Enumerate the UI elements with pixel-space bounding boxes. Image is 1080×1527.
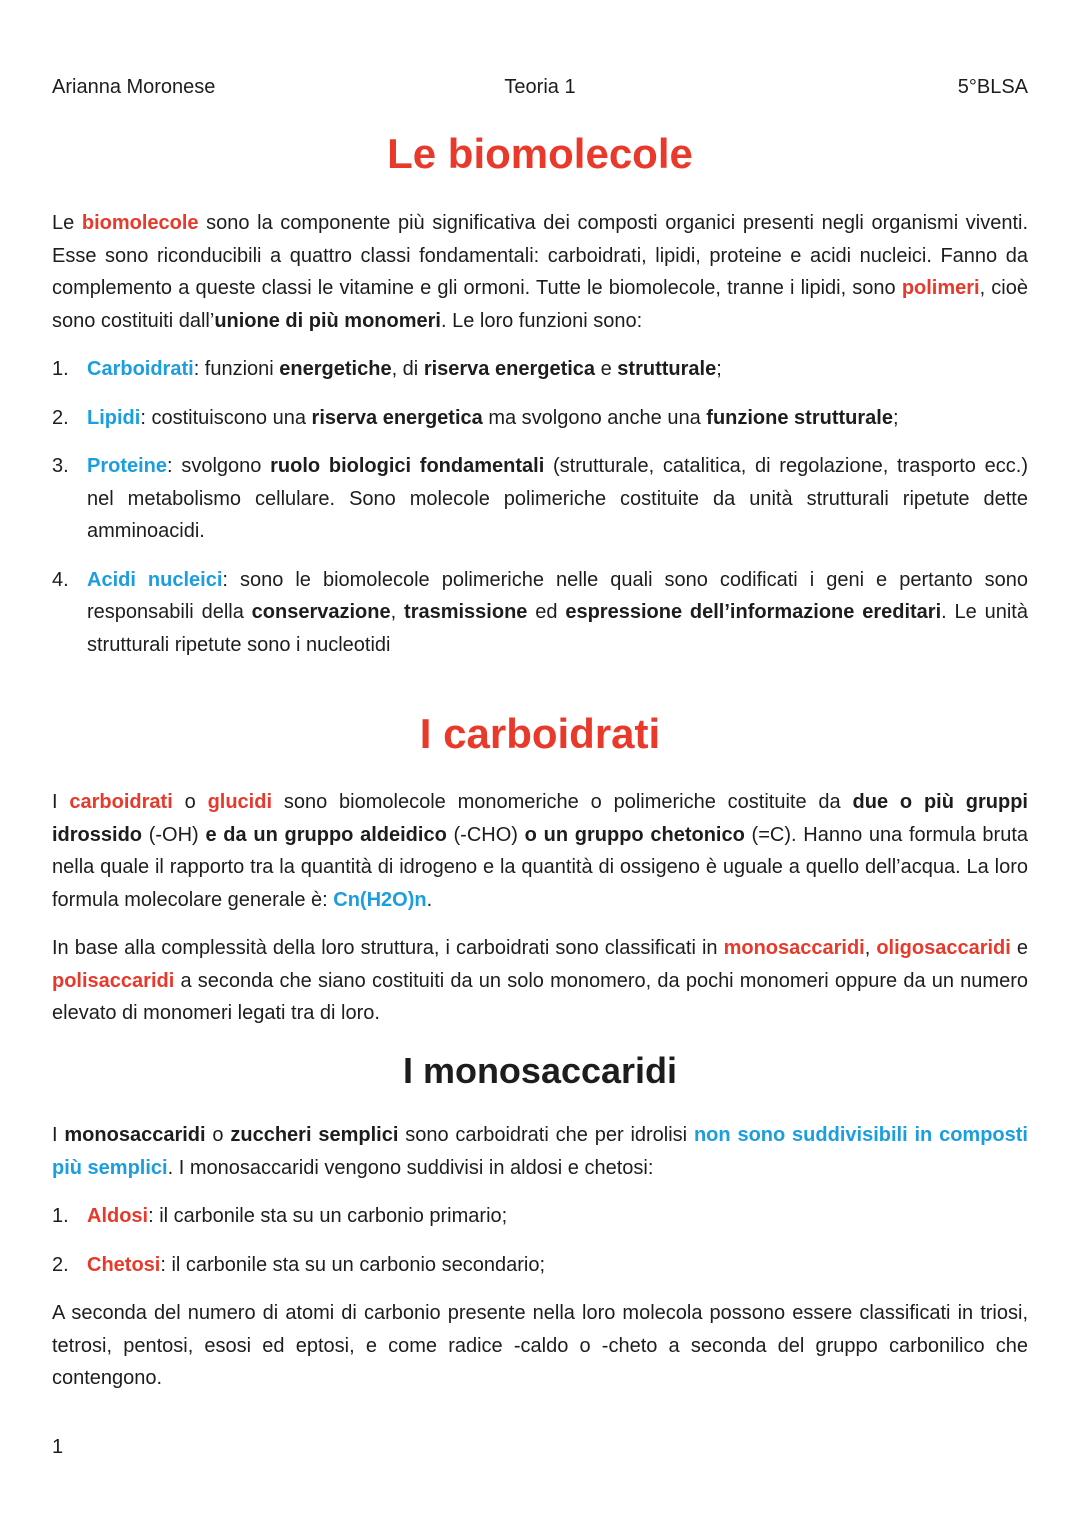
biomolecole-list [52, 353, 1028, 661]
list-item: 3. Proteine: svolgono ruolo biologici fondamentali (strutturale, catalitica, di regolazione, trasporto ecc.) nel metabolismo cellulare. Sono molecole polimeriche costituite da unità strutturali ripetute dette amminoacidi. [52, 455, 1028, 542]
list-item: 2. Lipidi: costituiscono una riserva energetica ma svolgono anche una funzione strutturale; [52, 406, 899, 429]
section-title-monosaccaridi: I monosaccaridi [402, 1050, 678, 1091]
monosaccaridi-paragraph-2: A seconda del numero di atomi di carbonio presente nella loro molecola possono essere classificati in triosi, tetrosi, pentosi, esosi ed eptosi, e come radice -caldo o -cheto a seconda del gruppo carbonilico che contengono. [52, 1302, 1028, 1389]
formula-molecolare: Cn(H2O)n [333, 888, 427, 911]
term-unione-monomeri: unione di più monomeri [214, 309, 441, 332]
section-title-carboidrati: I carboidrati [419, 710, 661, 757]
list-item: 1. Aldosi: il carbonile sta su un carbonio primario; [52, 1205, 508, 1227]
monosaccaridi-section [52, 1119, 1028, 1395]
list-item: 1. Carboidrati: funzioni energetiche, di riserva energetica e strutturale; [52, 358, 722, 380]
carboidrati-section [52, 786, 1028, 1030]
header-class: 5°BLSA [957, 76, 1028, 98]
carboidrati-paragraph-2: In base alla complessità della loro struttura, i carboidrati sono classificati in monosaccaridi, oligosaccaridi e polisaccaridi a seconda che siano costituiti da un solo monomero, da pochi monomeri oppure da un numero elevato di monomeri legati tra di loro. [52, 937, 1028, 1024]
monosaccaridi-paragraph-1: I monosaccaridi o zuccheri semplici sono carboidrati che per idrolisi non sono suddivisibili in composti più semplici. I monosaccaridi vengono suddivisi in aldosi e chetosi: [52, 1124, 1028, 1179]
section-title-biomolecole: Le biomolecole [387, 130, 693, 177]
biomolecole-intro-paragraph: Le biomolecole sono la componente più significativa dei composti organici presenti negli organismi viventi. Esse sono riconducibili a quattro classi fondamentali: carboidrati, lipidi, proteine e acidi nucleici. Fanno da complemento a queste classi le vitamine e gli ormoni. Tutte le biomolecole, tranne i lipidi, sono polimeri, cioè sono costituiti dall’unione di più monomeri. Le loro funzioni sono: [52, 212, 1028, 332]
list-item: 4. Acidi nucleici: sono le biomolecole polimeriche nelle quali sono codificati i geni e pertanto sono responsabili della conservazione, trasmissione ed espressione dell’informazione ereditari. Le unità strutturali ripetute sono i nucleotidi [52, 568, 1028, 656]
term-biomolecole: biomolecole [81, 212, 199, 234]
monosaccaridi-list [52, 1200, 1028, 1281]
biomolecole-section [52, 207, 1028, 677]
list-item: 2. Chetosi: il carbonile sta su un carbonio secondario; [52, 1253, 546, 1276]
page-number: 1 [52, 1436, 64, 1458]
term-polimeri: polimeri [901, 277, 980, 299]
page-header [52, 76, 1028, 104]
header-author: Arianna Moronese [52, 76, 216, 98]
header-doc-title: Teoria 1 [504, 76, 576, 98]
carboidrati-paragraph-1: I carboidrati o glucidi sono biomolecole monomeriche o polimeriche costituite da due o più gruppi idrossido (-OH) e da un gruppo aldeidico (-CHO) o un gruppo chetonico (=C). Hanno una formula bruta nella quale il rapporto tra la quantità di idrogeno e la quantità di ossigeno è uguale a quello dell’acqua. La loro formula molecolare generale è: Cn(H2O)n. [52, 791, 1029, 911]
